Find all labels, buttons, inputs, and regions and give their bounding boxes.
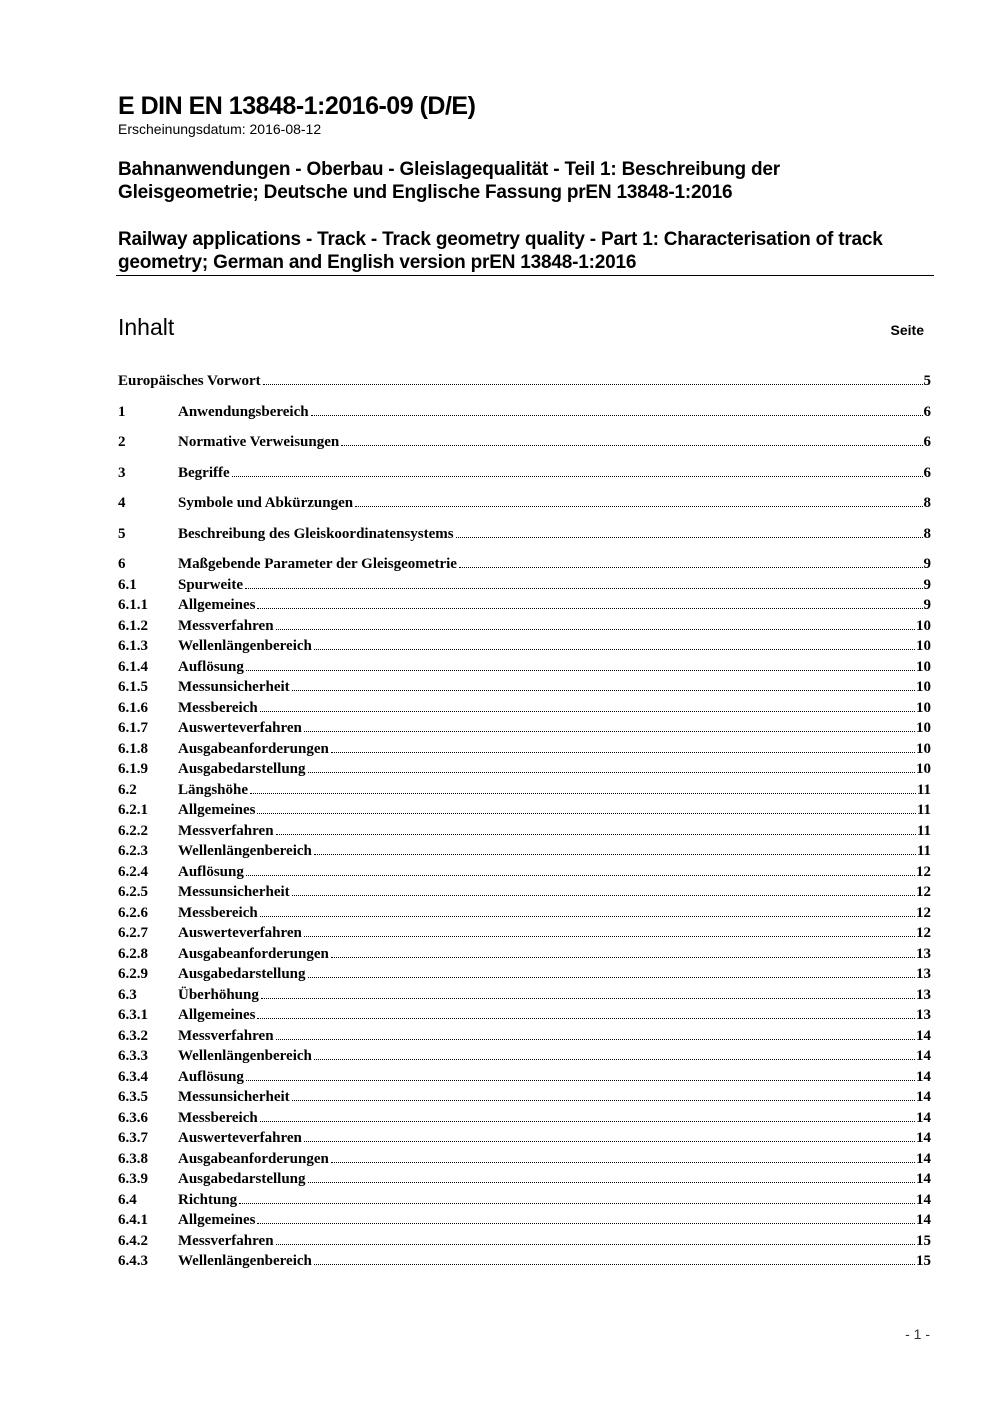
toc-entry[interactable] — [118, 402, 931, 422]
toc-entry-label: Allgemeines — [178, 597, 256, 613]
toc-entry[interactable] — [118, 903, 931, 923]
toc-entry[interactable] — [118, 759, 931, 779]
toc-entry[interactable] — [118, 1005, 931, 1025]
toc-leader-dots — [250, 793, 916, 794]
toc-leader-dots — [341, 445, 922, 446]
page-column-label: Seite — [890, 322, 924, 338]
toc-entry[interactable] — [118, 1108, 931, 1128]
german-title: Bahnanwendungen - Oberbau - Gleislagequalität - Teil 1: Beschreibung der Gleisgeometrie; Deutsche und Englische Fassung prEN 13848-1:2016 — [118, 159, 780, 203]
toc-entry-number: 6.1.7 — [118, 720, 148, 736]
toc-entry-label: Spurweite — [178, 576, 243, 593]
toc-leader-dots — [331, 752, 915, 753]
toc-entry-page: 11 — [916, 781, 931, 798]
toc-entry-label: Messbereich — [178, 699, 258, 716]
toc-entry-label: Maßgebende Parameter der Gleisgeometrie — [178, 556, 457, 572]
toc-leader-dots — [292, 895, 915, 896]
toc-entry-label: Allgemeines — [178, 1212, 256, 1228]
toc-entry-label: Allgemeines — [178, 802, 256, 818]
toc-entry-label: Beschreibung des Gleiskoordinatensystems — [178, 525, 454, 542]
toc-entry-label: Wellenlängenbereich — [178, 843, 312, 859]
toc-entry[interactable] — [118, 1026, 931, 1046]
toc-entry-number: 3 — [118, 464, 126, 481]
toc-entry-page: 13 — [916, 966, 931, 982]
toc-entry-page: 11 — [916, 822, 931, 839]
toc-leader-dots — [456, 537, 923, 538]
toc-entry-page: 14 — [916, 1191, 931, 1208]
toc-entry[interactable] — [118, 923, 931, 943]
toc-entry-page: 13 — [916, 945, 931, 962]
toc-entry[interactable] — [118, 575, 931, 595]
toc-leader-dots — [260, 916, 915, 917]
toc-entry-page: 11 — [916, 843, 931, 859]
toc-leader-dots — [257, 1018, 915, 1019]
toc-leader-dots — [314, 1264, 915, 1265]
toc-entry-number: 6.3.6 — [118, 1109, 148, 1126]
toc-entry-label: Symbole und Abkürzungen — [178, 495, 354, 511]
toc-entry-page: 10 — [916, 658, 931, 675]
toc-entry-page: 10 — [916, 617, 931, 634]
toc-leader-dots — [355, 506, 922, 507]
toc-entry-page: 14 — [916, 1150, 931, 1167]
toc-entry-number: 6.2.3 — [118, 843, 148, 859]
toc-entry-page: 9 — [923, 597, 931, 613]
toc-leader-dots — [246, 1080, 915, 1081]
toc-leader-dots — [304, 1141, 915, 1142]
toc-entry[interactable] — [118, 1087, 931, 1107]
toc-entry-label: Normative Verweisungen — [178, 434, 340, 450]
toc-entry[interactable] — [118, 739, 931, 759]
toc-entry-number: 6.2 — [118, 781, 137, 798]
toc-entry[interactable] — [118, 1128, 931, 1148]
toc-leader-dots — [314, 854, 916, 855]
toc-leader-dots — [257, 813, 915, 814]
toc-entry[interactable] — [118, 657, 931, 677]
toc-entry-label: Messverfahren — [178, 1232, 274, 1249]
english-title: Railway applications - Track - Track geometry quality - Part 1: Characterisation of track geometry; German and English version prEN 13848-1:2016 — [118, 229, 883, 273]
toc-entry[interactable] — [118, 944, 931, 964]
toc-entry-number: 4 — [118, 495, 126, 511]
toc-entry-label: Wellenlängenbereich — [178, 1048, 312, 1064]
toc-entry[interactable] — [118, 1169, 931, 1189]
toc-entry-page: 14 — [916, 1089, 931, 1105]
toc-entry-label: Messbereich — [178, 904, 258, 921]
toc-entry-page: 9 — [923, 576, 931, 593]
toc-entry-page: 9 — [923, 556, 931, 572]
toc-entry-page: 15 — [916, 1253, 931, 1269]
toc-entry-page: 6 — [923, 403, 931, 420]
toc-leader-dots — [314, 1059, 915, 1060]
toc-entry-number: 6.2.5 — [118, 884, 148, 900]
toc-entry-number: 6.3.2 — [118, 1027, 148, 1044]
toc-entry-page: 8 — [923, 525, 931, 542]
toc-entry-number: 5 — [118, 525, 126, 542]
toc-entry-number: 6 — [118, 556, 126, 572]
toc-entry[interactable] — [118, 821, 931, 841]
toc-entry-number: 2 — [118, 434, 126, 450]
toc-leader-dots — [260, 711, 915, 712]
toc-entry-page: 13 — [916, 986, 931, 1003]
toc-entry-label: Messunsicherheit — [178, 1089, 290, 1105]
publication-date: Erscheinungsdatum: 2016-08-12 — [118, 121, 322, 137]
toc-leader-dots — [257, 1223, 915, 1224]
toc-entry-number: 6.4.1 — [118, 1212, 148, 1228]
toc-entry-label: Auswerteverfahren — [178, 925, 302, 941]
toc-leader-dots — [292, 1100, 915, 1101]
toc-entry[interactable] — [118, 371, 931, 391]
toc-entry-number: 6.3.4 — [118, 1068, 148, 1085]
toc-entry[interactable] — [118, 432, 931, 452]
toc-entry[interactable] — [118, 463, 931, 483]
page-number: - 1 - — [905, 1326, 930, 1342]
toc-leader-dots — [331, 1162, 915, 1163]
toc-entry-number: 6.3.5 — [118, 1089, 148, 1105]
toc-entry-page: 13 — [916, 1007, 931, 1023]
toc-entry-number: 6.3.7 — [118, 1130, 148, 1146]
toc-entry[interactable] — [118, 493, 931, 513]
toc-entry-page: 14 — [916, 1027, 931, 1044]
toc-entry-page: 10 — [916, 740, 931, 757]
toc-entry-label: Auflösung — [178, 658, 244, 675]
toc-leader-dots — [276, 834, 916, 835]
toc-entry-number: 6.2.1 — [118, 802, 148, 818]
toc-entry-label: Auswerteverfahren — [178, 1130, 302, 1146]
toc-leader-dots — [257, 608, 922, 609]
toc-entry-number: 6.3 — [118, 986, 137, 1003]
toc-entry[interactable] — [118, 780, 931, 800]
toc-leader-dots — [459, 567, 923, 568]
toc-entry-label: Messverfahren — [178, 1027, 274, 1044]
toc-entry-page: 14 — [916, 1171, 931, 1187]
toc-entry-number: 6.4.2 — [118, 1232, 148, 1249]
toc-entry-number: 6.4 — [118, 1191, 137, 1208]
toc-entry-label: Auflösung — [178, 863, 244, 880]
toc-entry-number: 6.3.3 — [118, 1048, 148, 1064]
toc-entry-number: 6.1.6 — [118, 699, 148, 716]
toc-entry-page: 12 — [916, 884, 931, 900]
toc-entry-page: 5 — [923, 373, 931, 389]
toc-leader-dots — [292, 690, 915, 691]
toc-entry[interactable] — [118, 964, 931, 984]
toc-entry-label: Messverfahren — [178, 822, 274, 839]
toc-entry[interactable] — [118, 1231, 931, 1251]
toc-entry-label: Ausgabeanforderungen — [178, 740, 329, 757]
toc-entry-page: 12 — [916, 863, 931, 880]
toc-entry-number: 6.1.2 — [118, 617, 148, 634]
toc-leader-dots — [263, 384, 923, 385]
toc-entry-number: 6.3.9 — [118, 1171, 148, 1187]
toc-entry[interactable] — [118, 718, 931, 738]
toc-leader-dots — [304, 731, 915, 732]
toc-leader-dots — [260, 1121, 915, 1122]
toc-entry[interactable] — [118, 1149, 931, 1169]
toc-entry-label: Ausgabedarstellung — [178, 966, 306, 982]
toc-entry-label: Messverfahren — [178, 617, 274, 634]
toc-entry-label: Wellenlängenbereich — [178, 1253, 312, 1269]
toc-entry-page: 10 — [916, 638, 931, 654]
document-title: E DIN EN 13848-1:2016-09 (D/E) — [118, 92, 476, 120]
toc-leader-dots — [276, 629, 915, 630]
toc-entry[interactable] — [118, 524, 931, 544]
toc-entry-label: Überhöhung — [178, 986, 259, 1003]
toc-entry-label: Ausgabedarstellung — [178, 1171, 306, 1187]
toc-entry[interactable] — [118, 1046, 931, 1066]
toc-entry[interactable] — [118, 554, 931, 574]
toc-entry-number: 6.1.3 — [118, 638, 148, 654]
toc-entry-page: 6 — [923, 464, 931, 481]
toc-entry-label: Ausgabeanforderungen — [178, 1150, 329, 1167]
toc-entry-number: 6.1 — [118, 576, 137, 593]
toc-entry-number: 6.1.1 — [118, 597, 148, 613]
toc-entry[interactable] — [118, 616, 931, 636]
toc-entry-label: Ausgabeanforderungen — [178, 945, 329, 962]
toc-entry-number: 6.1.9 — [118, 761, 148, 777]
toc-entry-number: 6.2.9 — [118, 966, 148, 982]
toc-entry-number: 6.1.4 — [118, 658, 148, 675]
toc-entry-label: Europäisches Vorwort — [118, 373, 261, 389]
toc-leader-dots — [308, 772, 915, 773]
toc-entry-label: Begriffe — [178, 464, 230, 481]
toc-leader-dots — [245, 588, 923, 589]
toc-entry[interactable] — [118, 636, 931, 656]
toc-leader-dots — [331, 957, 915, 958]
toc-entry-number: 6.2.4 — [118, 863, 148, 880]
toc-leader-dots — [314, 649, 915, 650]
toc-entry-page: 11 — [916, 802, 931, 818]
toc-leader-dots — [304, 936, 915, 937]
toc-entry-number: 6.1.8 — [118, 740, 148, 757]
toc-entry-label: Messbereich — [178, 1109, 258, 1126]
toc-entry-number: 6.1.5 — [118, 679, 148, 695]
toc-entry[interactable] — [118, 862, 931, 882]
toc-entry-number: 6.4.3 — [118, 1253, 148, 1269]
toc-entry-page: 14 — [916, 1048, 931, 1064]
toc-entry-label: Auswerteverfahren — [178, 720, 302, 736]
toc-entry-label: Richtung — [178, 1191, 238, 1208]
toc-leader-dots — [261, 998, 915, 999]
toc-entry[interactable] — [118, 1190, 931, 1210]
toc-heading: Inhalt — [118, 314, 175, 340]
toc-entry-page: 14 — [916, 1109, 931, 1126]
toc-leader-dots — [308, 1182, 915, 1183]
toc-entry[interactable] — [118, 595, 931, 615]
toc-entry-page: 10 — [916, 699, 931, 716]
toc-entry[interactable] — [118, 985, 931, 1005]
toc-entry-label: Anwendungsbereich — [178, 403, 309, 420]
toc-entry-label: Allgemeines — [178, 1007, 256, 1023]
toc-entry-label: Messunsicherheit — [178, 679, 290, 695]
toc-entry-page: 10 — [916, 720, 931, 736]
toc-entry-page: 15 — [916, 1232, 931, 1249]
toc-entry-label: Ausgabedarstellung — [178, 761, 306, 777]
toc-entry-page: 6 — [923, 434, 931, 450]
toc-entry-page: 12 — [916, 904, 931, 921]
toc-entry[interactable] — [118, 1067, 931, 1087]
toc-entry-label: Wellenlängenbereich — [178, 638, 312, 654]
toc-entry-label: Messunsicherheit — [178, 884, 290, 900]
toc-entry-number: 6.3.1 — [118, 1007, 148, 1023]
toc-entry-number: 1 — [118, 403, 126, 420]
toc-entry-number: 6.2.6 — [118, 904, 148, 921]
toc-entry[interactable] — [118, 698, 931, 718]
toc-entry[interactable] — [118, 677, 931, 697]
toc-entry-page: 12 — [916, 925, 931, 941]
toc-leader-dots — [232, 476, 923, 477]
toc-entry-page: 14 — [916, 1212, 931, 1228]
toc-entry-page: 8 — [923, 495, 931, 511]
toc-entry[interactable] — [118, 841, 931, 861]
toc-entry[interactable] — [118, 1251, 931, 1271]
toc-entry-number: 6.3.8 — [118, 1150, 148, 1167]
toc-entry-page: 10 — [916, 761, 931, 777]
toc-leader-dots — [311, 415, 923, 416]
toc-entry-number: 6.2.8 — [118, 945, 148, 962]
toc-leader-dots — [276, 1244, 915, 1245]
toc-entry-page: 10 — [916, 679, 931, 695]
toc-entry-label: Längshöhe — [178, 781, 249, 798]
toc-entry[interactable] — [118, 882, 931, 902]
toc-entry[interactable] — [118, 1210, 931, 1230]
title-divider — [116, 275, 934, 276]
toc-entry-page: 14 — [916, 1068, 931, 1085]
toc-entry[interactable] — [118, 800, 931, 820]
toc-leader-dots — [239, 1203, 915, 1204]
toc-entry-label: Auflösung — [178, 1068, 244, 1085]
toc-leader-dots — [308, 977, 915, 978]
toc-entry-number: 6.2.7 — [118, 925, 148, 941]
toc-leader-dots — [276, 1039, 915, 1040]
toc-leader-dots — [246, 875, 915, 876]
toc-entry-page: 14 — [916, 1130, 931, 1146]
toc-leader-dots — [246, 670, 915, 671]
toc-entry-number: 6.2.2 — [118, 822, 148, 839]
